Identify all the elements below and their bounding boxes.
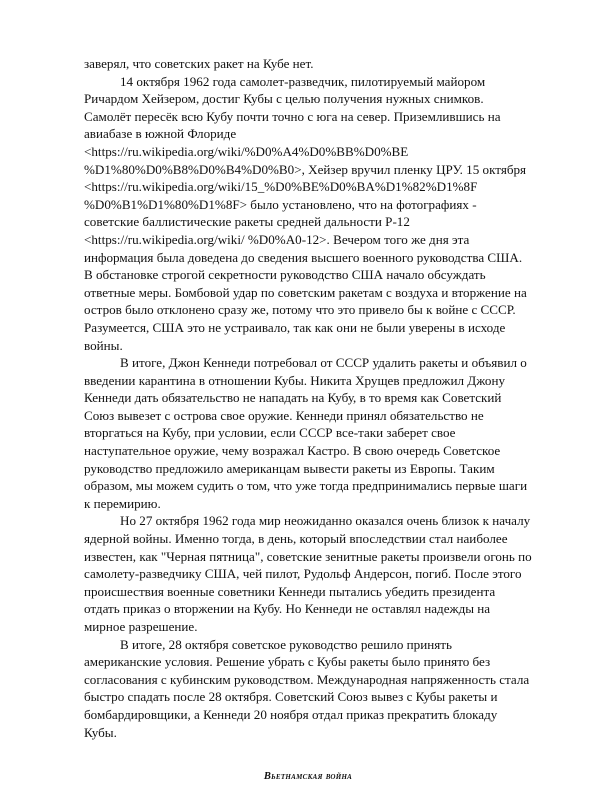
paragraph-resolution: В итоге, 28 октября советское руководство решило принять американские условия. Решение убрать с Кубы ракеты было принято без согласования с кубинским руководством. Международная напряженность стала быстро спадать после 28 октября. Советский Союз вывез с Кубы ракеты и бомбардировщики, а Кеннеди 20 ноября отдал приказ прекратить блокаду Кубы. xyxy=(84,636,530,740)
paragraph-reconnaissance: 14 октября 1962 года самолет-разведчик, пилотируемый майором Ричардом Хейзером, достиг Кубы с целью получения нужных снимков. Самолёт пересёк всю Кубу почти точно с юга на север. Приземлившись на авиабазе в южной Флориде <https://ru.wikipedia.org/wiki/%D0%A4%D0%BB%D0%BE %D1%80%D0%B8%D0%B4%D0%B0>, Хейзер вручил пленку ЦРУ. 15 октября <https://ru.wikipedia.org/wiki/15_%D0%BE%D0%BA%D1%82%D1%8F %D0%B1%D1%80%D1%8F> было установлено, что на фотографиях - советские баллистические ракеты средней дальности Р-12 <https://ru.wikipedia.org/wiki/ %D0%A0-12>. Вечером того же дня эта информация была доведена до сведения высшего военного руководства США. В обстановке строгой секретности руководство США начало обсуждать ответные меры. Бомбовой удар по советским ракетам с воздуха и вторжение на остров было отклонено сразу же, потому что это привело бы к войне с СССР. Разумеется, США это не устраивало, так как они не были уверены в исходе войны. xyxy=(84,73,527,353)
paragraph-black-saturday: Но 27 октября 1962 года мир неожиданно оказался очень близок к началу ядерной войны. Именно тогда, в день, который впоследствии стал наиболее известен, как "Черная пятница", советские зенитные ракеты произвели огонь по самолету-разведчику США, чей пилот, Рудольф Андерсон, погиб. После этого происшествия военные советники Кеннеди пытались убедить президента отдать приказ о вторжении на Кубу. Но Кеннеди не оставлял надежды на мирное разрешение. xyxy=(84,513,532,634)
section-heading: Вьетнамская война xyxy=(263,771,353,783)
document-page xyxy=(84,55,532,782)
paragraph-continuation: заверял, что советских ракет на Кубе нет. xyxy=(84,56,314,71)
paragraph-quarantine: В итоге, Джон Кеннеди потребовал от СССР удалить ракеты и объявил о введении карантина в отношении Кубы. Никита Хрущев предложил Джону Кеннеди дать обязательство не нападать на Кубу, в то время как Советский Союз вывезет с острова свое оружие. Кеннеди принял обязательство не вторгаться на Кубу, при условии, если СССР все-таки заберет свое наступательное оружие, чему возражал Кастро. В свою очередь Советское руководство предложило американцам вывести ракеты из Европы. Таким образом, мы можем судить о том, что уже тогда предпринимались первые шаги к перемирию. xyxy=(84,355,528,511)
